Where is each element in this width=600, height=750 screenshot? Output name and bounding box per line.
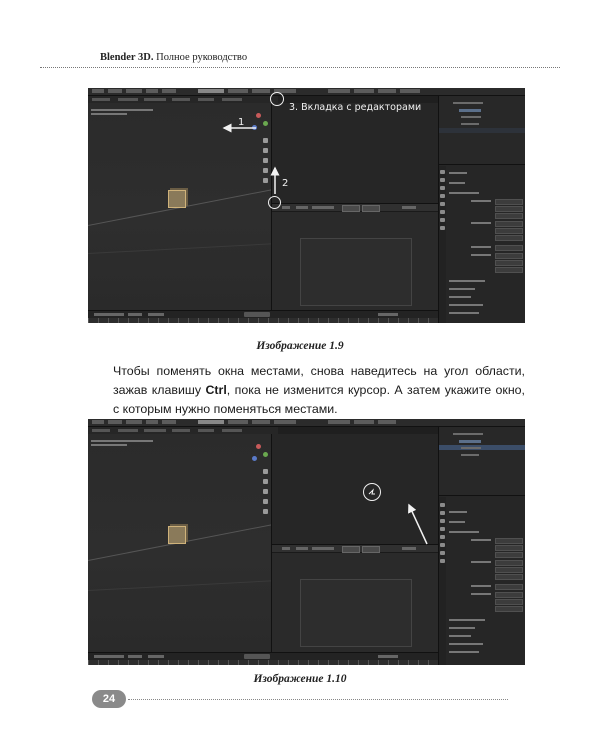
figure-caption-2: Изображение 1.10 [253,673,347,685]
blender-screenshot-1 [88,88,525,323]
annotation-label-2: 2 [282,178,289,189]
footer-divider [128,699,508,700]
body-text-part2: , пока не изменится курсор. А затем укажите окно, с которым нужно поменяться местами. [113,383,525,416]
running-header [100,52,247,63]
ctrl-key: Ctrl [205,383,227,397]
annotation-arrows [88,419,525,665]
blender-screenshot-2 [88,419,525,665]
book-subtitle: Полное руководство [156,52,248,63]
header-divider [40,67,560,68]
figure-caption-1: Изображение 1.9 [256,340,344,352]
book-title: Blender 3D. [100,52,154,63]
editor-type-circle [270,92,284,106]
page-number: 24 [92,690,126,708]
annotation-label-3: 3. Вкладка с редакторами [289,102,422,113]
body-text-part1: Чтобы поменять окна местами, снова наведитесь на угол области, зажав клавишу [113,364,525,397]
body-paragraph [113,362,525,419]
corner-circle [268,196,281,209]
annotation-arrows [88,88,525,323]
annotation-label-1: 1 [238,117,245,128]
